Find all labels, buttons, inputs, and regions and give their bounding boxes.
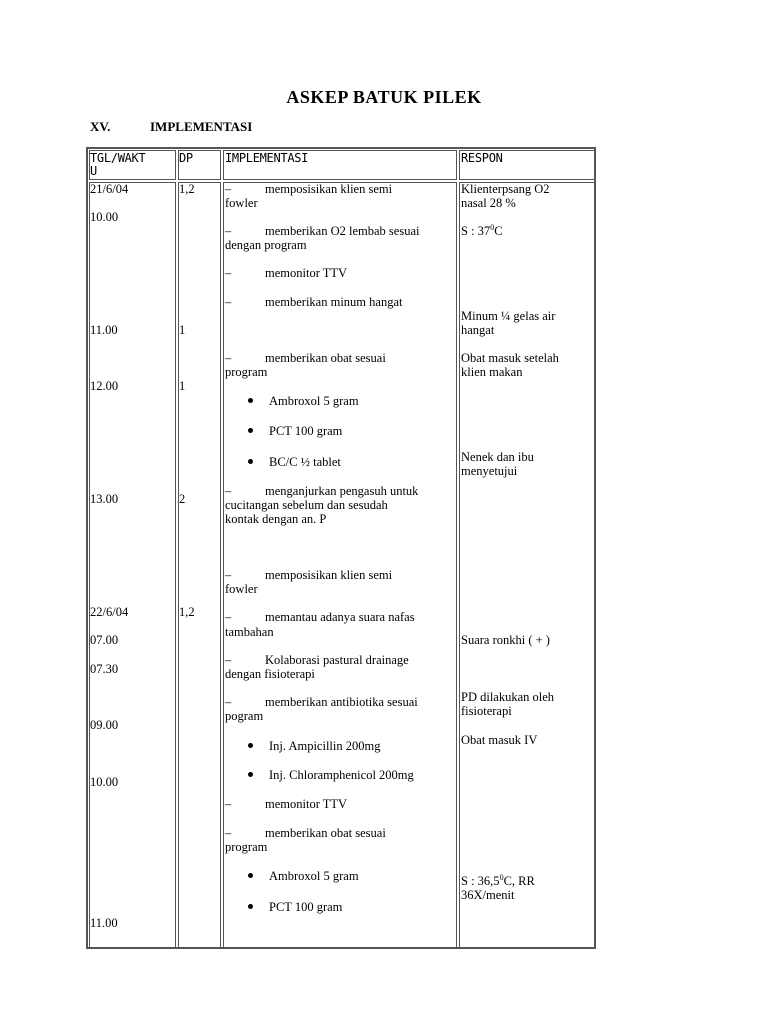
bullet-icon [248,743,253,748]
date-entry: 22/6/04 [90,605,129,619]
bullet-icon [248,398,253,403]
body-cell-tgl [89,182,176,948]
impl-item: memberikan minum hangat [265,295,403,309]
time-entry: 13.00 [90,492,119,506]
impl-item: memberikan obat sesuai [265,826,386,840]
header-tgl-line1: TGL/WAKT [90,151,146,165]
bullet-icon [248,459,253,464]
impl-item-cont: pogram [225,709,264,723]
response-entry: Nenek dan ibu [461,450,534,464]
impl-item: memberikan O2 lembab sesuai [265,224,420,238]
time-entry: 09.00 [90,718,119,732]
impl-item-cont: program [225,365,268,379]
response-text: S : 36,5 [461,874,500,888]
response-entry-cont: menyetujui [461,464,518,478]
impl-item-cont: dengan fisioterapi [225,667,315,681]
medication-item: Ambroxol 5 gram [269,869,359,883]
medication-item: Inj. Chloramphenicol 200mg [269,768,414,782]
impl-item: memonitor TTV [265,797,348,811]
time-entry: 10.00 [90,210,119,224]
dash-marker: – [225,695,232,709]
impl-item-cont: kontak dengan an. P [225,512,327,526]
response-text: C [494,224,503,238]
impl-item: memberikan antibiotika sesuai [265,695,418,709]
impl-item: memonitor TTV [265,266,348,280]
response-entry-cont: klien makan [461,365,523,379]
response-entry-cont: hangat [461,323,495,337]
dp-entry: 1,2 [179,605,195,619]
dash-marker: – [225,266,232,280]
dash-marker: – [225,295,232,309]
response-entry: Obat masuk setelah [461,351,559,365]
header-implementasi: IMPLEMENTASI [225,151,309,165]
medication-item: Inj. Ampicillin 200mg [269,739,381,753]
response-entry: Obat masuk IV [461,733,538,747]
dash-marker: – [225,653,232,667]
degree-superscript: 0 [490,222,495,232]
dp-entry: 1,2 [179,182,195,196]
impl-item: Kolaborasi pastural drainage [265,653,409,667]
response-entry-cont: fisioterapi [461,704,512,718]
time-entry: 12.00 [90,379,119,393]
impl-item: memberikan obat sesuai [265,351,386,365]
dash-marker: – [225,224,232,238]
response-entry [461,874,535,888]
dash-marker: – [225,484,232,498]
medication-item: PCT 100 gram [269,424,343,438]
response-text: C, RR [503,874,535,888]
medication-item: Ambroxol 5 gram [269,394,359,408]
bullet-icon [248,904,253,909]
impl-item-cont: tambahan [225,625,274,639]
response-entry: Suara ronkhi ( + ) [461,633,550,647]
dash-marker: – [225,182,232,196]
dash-marker: – [225,610,232,624]
section-number: XV. [90,119,111,134]
header-tgl-line2: U [90,164,97,178]
body-cell-respon [459,182,595,948]
impl-item-cont: fowler [225,582,258,596]
date-entry: 21/6/04 [90,182,129,196]
dash-marker: – [225,568,232,582]
header-dp: DP [179,151,193,165]
section-heading [90,119,252,135]
response-entry-cont: 36X/menit [461,888,515,902]
dash-marker: – [225,351,232,365]
response-entry [461,224,503,238]
dash-marker: – [225,797,232,811]
medication-item: BC/C ½ tablet [269,455,341,469]
time-entry: 10.00 [90,775,119,789]
impl-item-cont: fowler [225,196,258,210]
medication-item: PCT 100 gram [269,900,343,914]
response-text: S : 37 [461,224,491,238]
dp-entry: 1 [179,379,186,393]
impl-item: memposisikan klien semi [265,182,393,196]
section-label: IMPLEMENTASI [150,119,253,134]
time-entry: 07.30 [90,662,119,676]
impl-item: memantau adanya suara nafas [265,610,415,624]
dp-entry: 2 [179,492,186,506]
degree-superscript: 0 [499,872,504,882]
page-title: ASKEP BATUK PILEK [286,87,482,107]
response-entry: Minum ¼ gelas air [461,309,556,323]
impl-item: menganjurkan pengasuh untuk [265,484,419,498]
impl-item: memposisikan klien semi [265,568,393,582]
response-entry: Klienterpsang O2 [461,182,550,196]
body-cell-dp [178,182,221,948]
bullet-icon [248,428,253,433]
time-entry: 11.00 [90,916,118,930]
time-entry: 11.00 [90,323,118,337]
response-entry: PD dilakukan oleh [461,690,555,704]
dp-entry: 1 [179,323,186,337]
impl-item-cont: cucitangan sebelum dan sesudah [225,498,388,512]
header-respon: RESPON [461,151,503,165]
response-entry-cont: nasal 28 % [461,196,516,210]
time-entry: 07.00 [90,633,119,647]
bullet-icon [248,873,253,878]
impl-item-cont: dengan program [225,238,307,252]
dash-marker: – [225,826,232,840]
impl-item-cont: program [225,840,268,854]
bullet-icon [248,772,253,777]
